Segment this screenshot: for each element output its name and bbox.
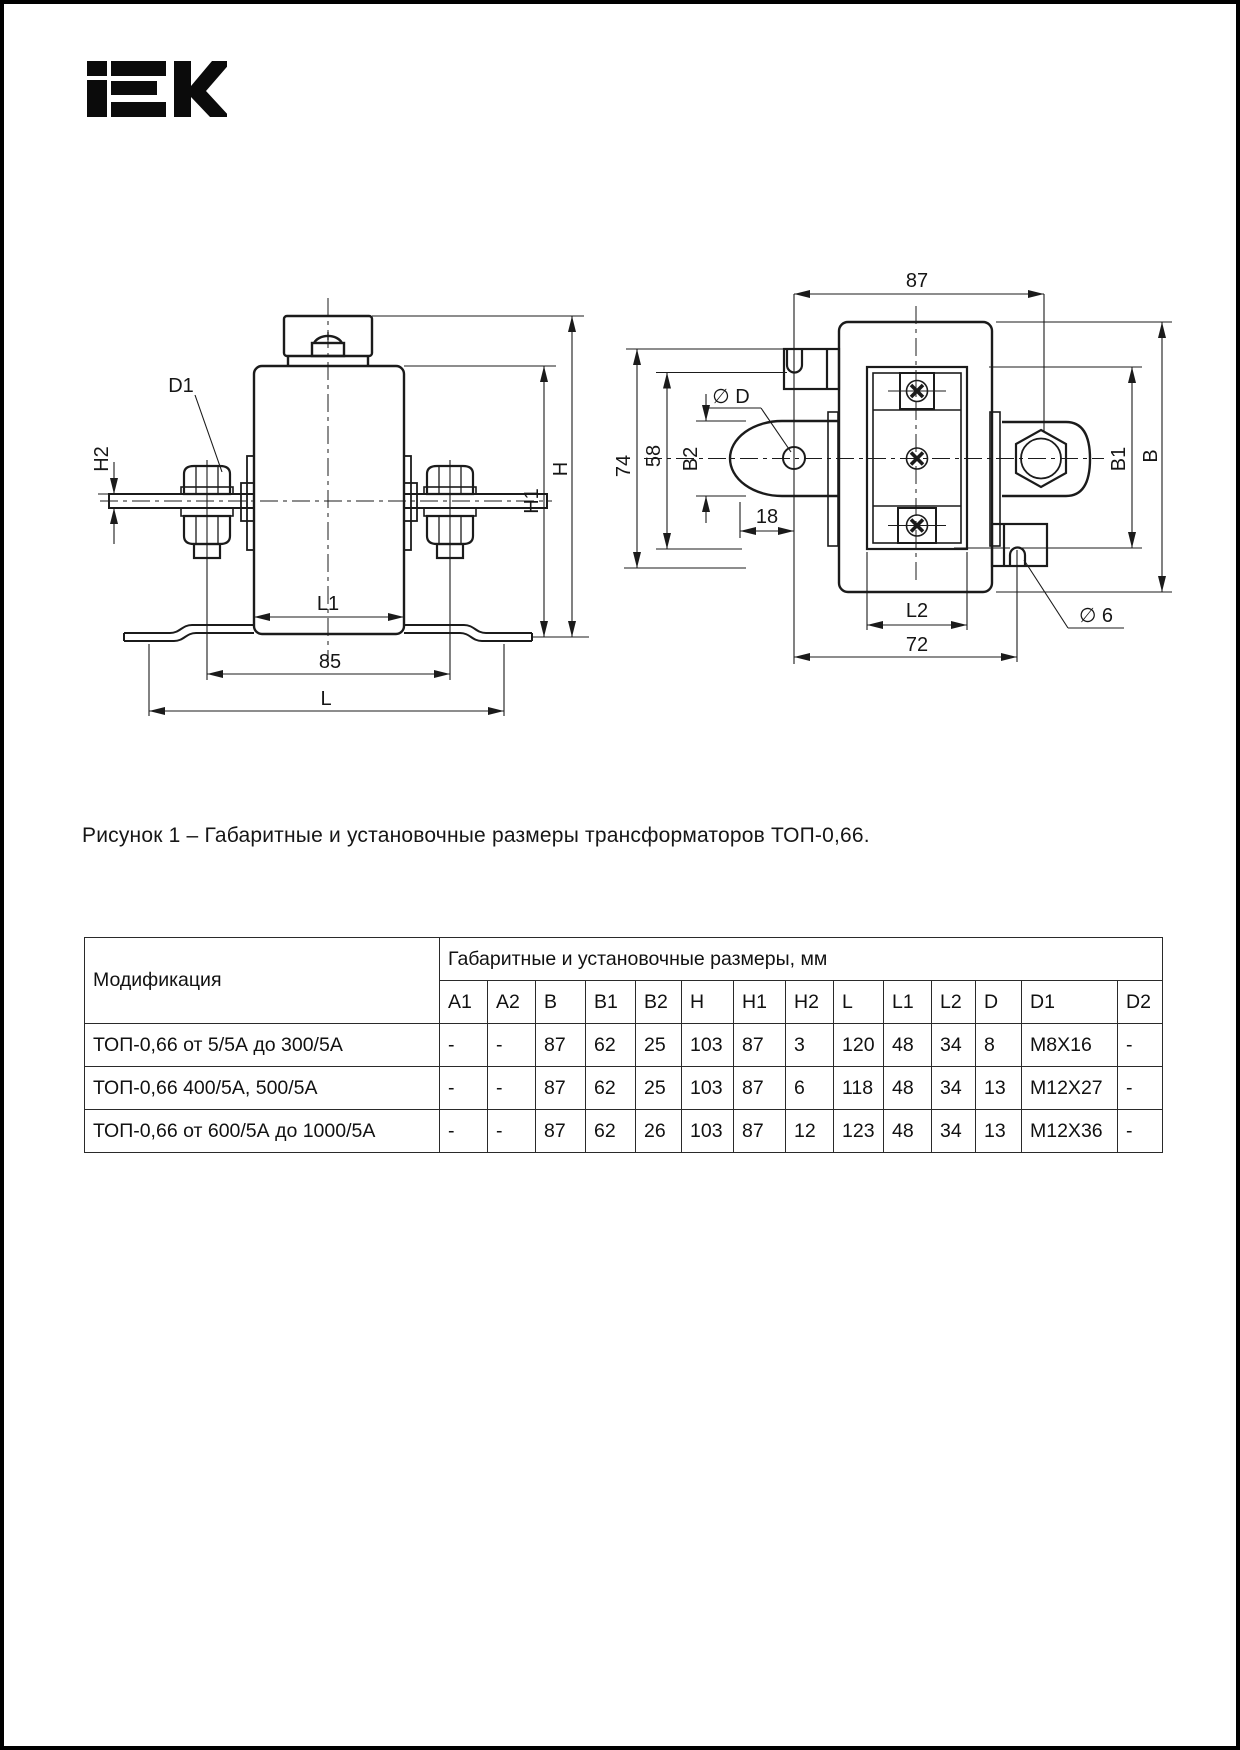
- column-header: B: [536, 981, 586, 1024]
- table-row: [85, 1024, 1163, 1067]
- dim-label-diam-d: ∅ D: [712, 386, 750, 408]
- table-cell: 13: [976, 1067, 1022, 1110]
- side-top-bracket: [784, 349, 839, 389]
- table-cell: 103: [682, 1110, 734, 1153]
- table-cell: 87: [536, 1024, 586, 1067]
- table-cell: 3: [786, 1024, 834, 1067]
- table-cell: 118: [834, 1067, 884, 1110]
- figure-caption: Рисунок 1 – Габаритные и установочные размеры трансформаторов ТОП-0,66.: [82, 824, 870, 847]
- table-cell: -: [1118, 1024, 1163, 1067]
- iek-logo: [87, 61, 227, 119]
- table-cell: M12X27: [1022, 1067, 1118, 1110]
- dim-label-h1: H1: [521, 488, 543, 514]
- column-header: D2: [1118, 981, 1163, 1024]
- row-label: ТОП-0,66 от 5/5А до 300/5А: [85, 1024, 440, 1067]
- table-cell: -: [440, 1024, 488, 1067]
- table-cell: -: [440, 1067, 488, 1110]
- dim-label-18: 18: [755, 506, 779, 528]
- column-header: D1: [1022, 981, 1118, 1024]
- table-cell: 48: [884, 1110, 932, 1153]
- table-row: [85, 1110, 1163, 1153]
- column-header: L: [834, 981, 884, 1024]
- column-header: H: [682, 981, 734, 1024]
- row-label: ТОП-0,66 от 600/5А до 1000/5А: [85, 1110, 440, 1153]
- column-header-modification: Модификация: [85, 938, 440, 1024]
- side-view-drawing: [613, 270, 1172, 664]
- dim-label-h: H: [550, 461, 572, 477]
- dim-label-b: B: [1140, 449, 1162, 463]
- table-cell: 103: [682, 1067, 734, 1110]
- table-cell: 120: [834, 1024, 884, 1067]
- dim-label-85: 85: [318, 651, 342, 673]
- dim-label-72: 72: [905, 634, 929, 656]
- table-cell: 87: [734, 1067, 786, 1110]
- dim-label-74: 74: [613, 454, 635, 478]
- table-cell: 48: [884, 1067, 932, 1110]
- table-cell: -: [440, 1110, 488, 1153]
- table-cell: -: [488, 1024, 536, 1067]
- dim-label-l2: L2: [905, 600, 929, 622]
- table-cell: 25: [636, 1024, 682, 1067]
- row-label: ТОП-0,66 400/5А, 500/5А: [85, 1067, 440, 1110]
- dim-label-58: 58: [643, 444, 665, 468]
- column-header: A1: [440, 981, 488, 1024]
- column-header: B2: [636, 981, 682, 1024]
- column-header: B1: [586, 981, 636, 1024]
- dim-label-87: 87: [905, 270, 929, 292]
- dim-label-d1: D1: [168, 375, 194, 397]
- table-cell: -: [1118, 1067, 1163, 1110]
- table-cell: 87: [536, 1067, 586, 1110]
- table-cell: 26: [636, 1110, 682, 1153]
- dim-label-diam-6: ∅ 6: [1078, 605, 1114, 627]
- front-view-drawing: [91, 298, 589, 716]
- table-cell: 87: [536, 1110, 586, 1153]
- table-cell: -: [488, 1110, 536, 1153]
- table-cell: 13: [976, 1110, 1022, 1153]
- table-cell: 34: [932, 1110, 976, 1153]
- column-header: D: [976, 981, 1022, 1024]
- table-row: [85, 1067, 1163, 1110]
- table-cell: 87: [734, 1110, 786, 1153]
- column-header: H2: [786, 981, 834, 1024]
- table-cell: 8: [976, 1024, 1022, 1067]
- dim-label-b1: B1: [1108, 446, 1130, 472]
- table-cell: 25: [636, 1067, 682, 1110]
- table-cell: 62: [586, 1110, 636, 1153]
- table-cell: 48: [884, 1024, 932, 1067]
- table-cell: M8X16: [1022, 1024, 1118, 1067]
- table-cell: 34: [932, 1024, 976, 1067]
- dimensions-table: [84, 937, 1163, 1153]
- table-cell: 103: [682, 1024, 734, 1067]
- column-header: L2: [932, 981, 976, 1024]
- table-cell: -: [488, 1067, 536, 1110]
- column-header: L1: [884, 981, 932, 1024]
- column-header: H1: [734, 981, 786, 1024]
- table-cell: 6: [786, 1067, 834, 1110]
- table-cell: 12: [786, 1110, 834, 1153]
- table-cell: 87: [734, 1024, 786, 1067]
- table-cell: -: [1118, 1110, 1163, 1153]
- dimension-drawings: [84, 259, 1184, 724]
- dim-label-b2: B2: [680, 446, 702, 472]
- table-cell: 34: [932, 1067, 976, 1110]
- table-cell: 62: [586, 1067, 636, 1110]
- table-header-row-1: [85, 938, 1163, 981]
- table-cell: M12X36: [1022, 1110, 1118, 1153]
- dim-label-l: L: [320, 688, 332, 710]
- column-header: A2: [488, 981, 536, 1024]
- table-cell: 123: [834, 1110, 884, 1153]
- iek-logo-icon: [87, 61, 227, 117]
- column-group-header: Габаритные и установочные размеры, мм: [440, 938, 1163, 981]
- table-cell: 62: [586, 1024, 636, 1067]
- dim-label-h2: H2: [91, 446, 113, 472]
- dim-label-l1: L1: [316, 593, 340, 615]
